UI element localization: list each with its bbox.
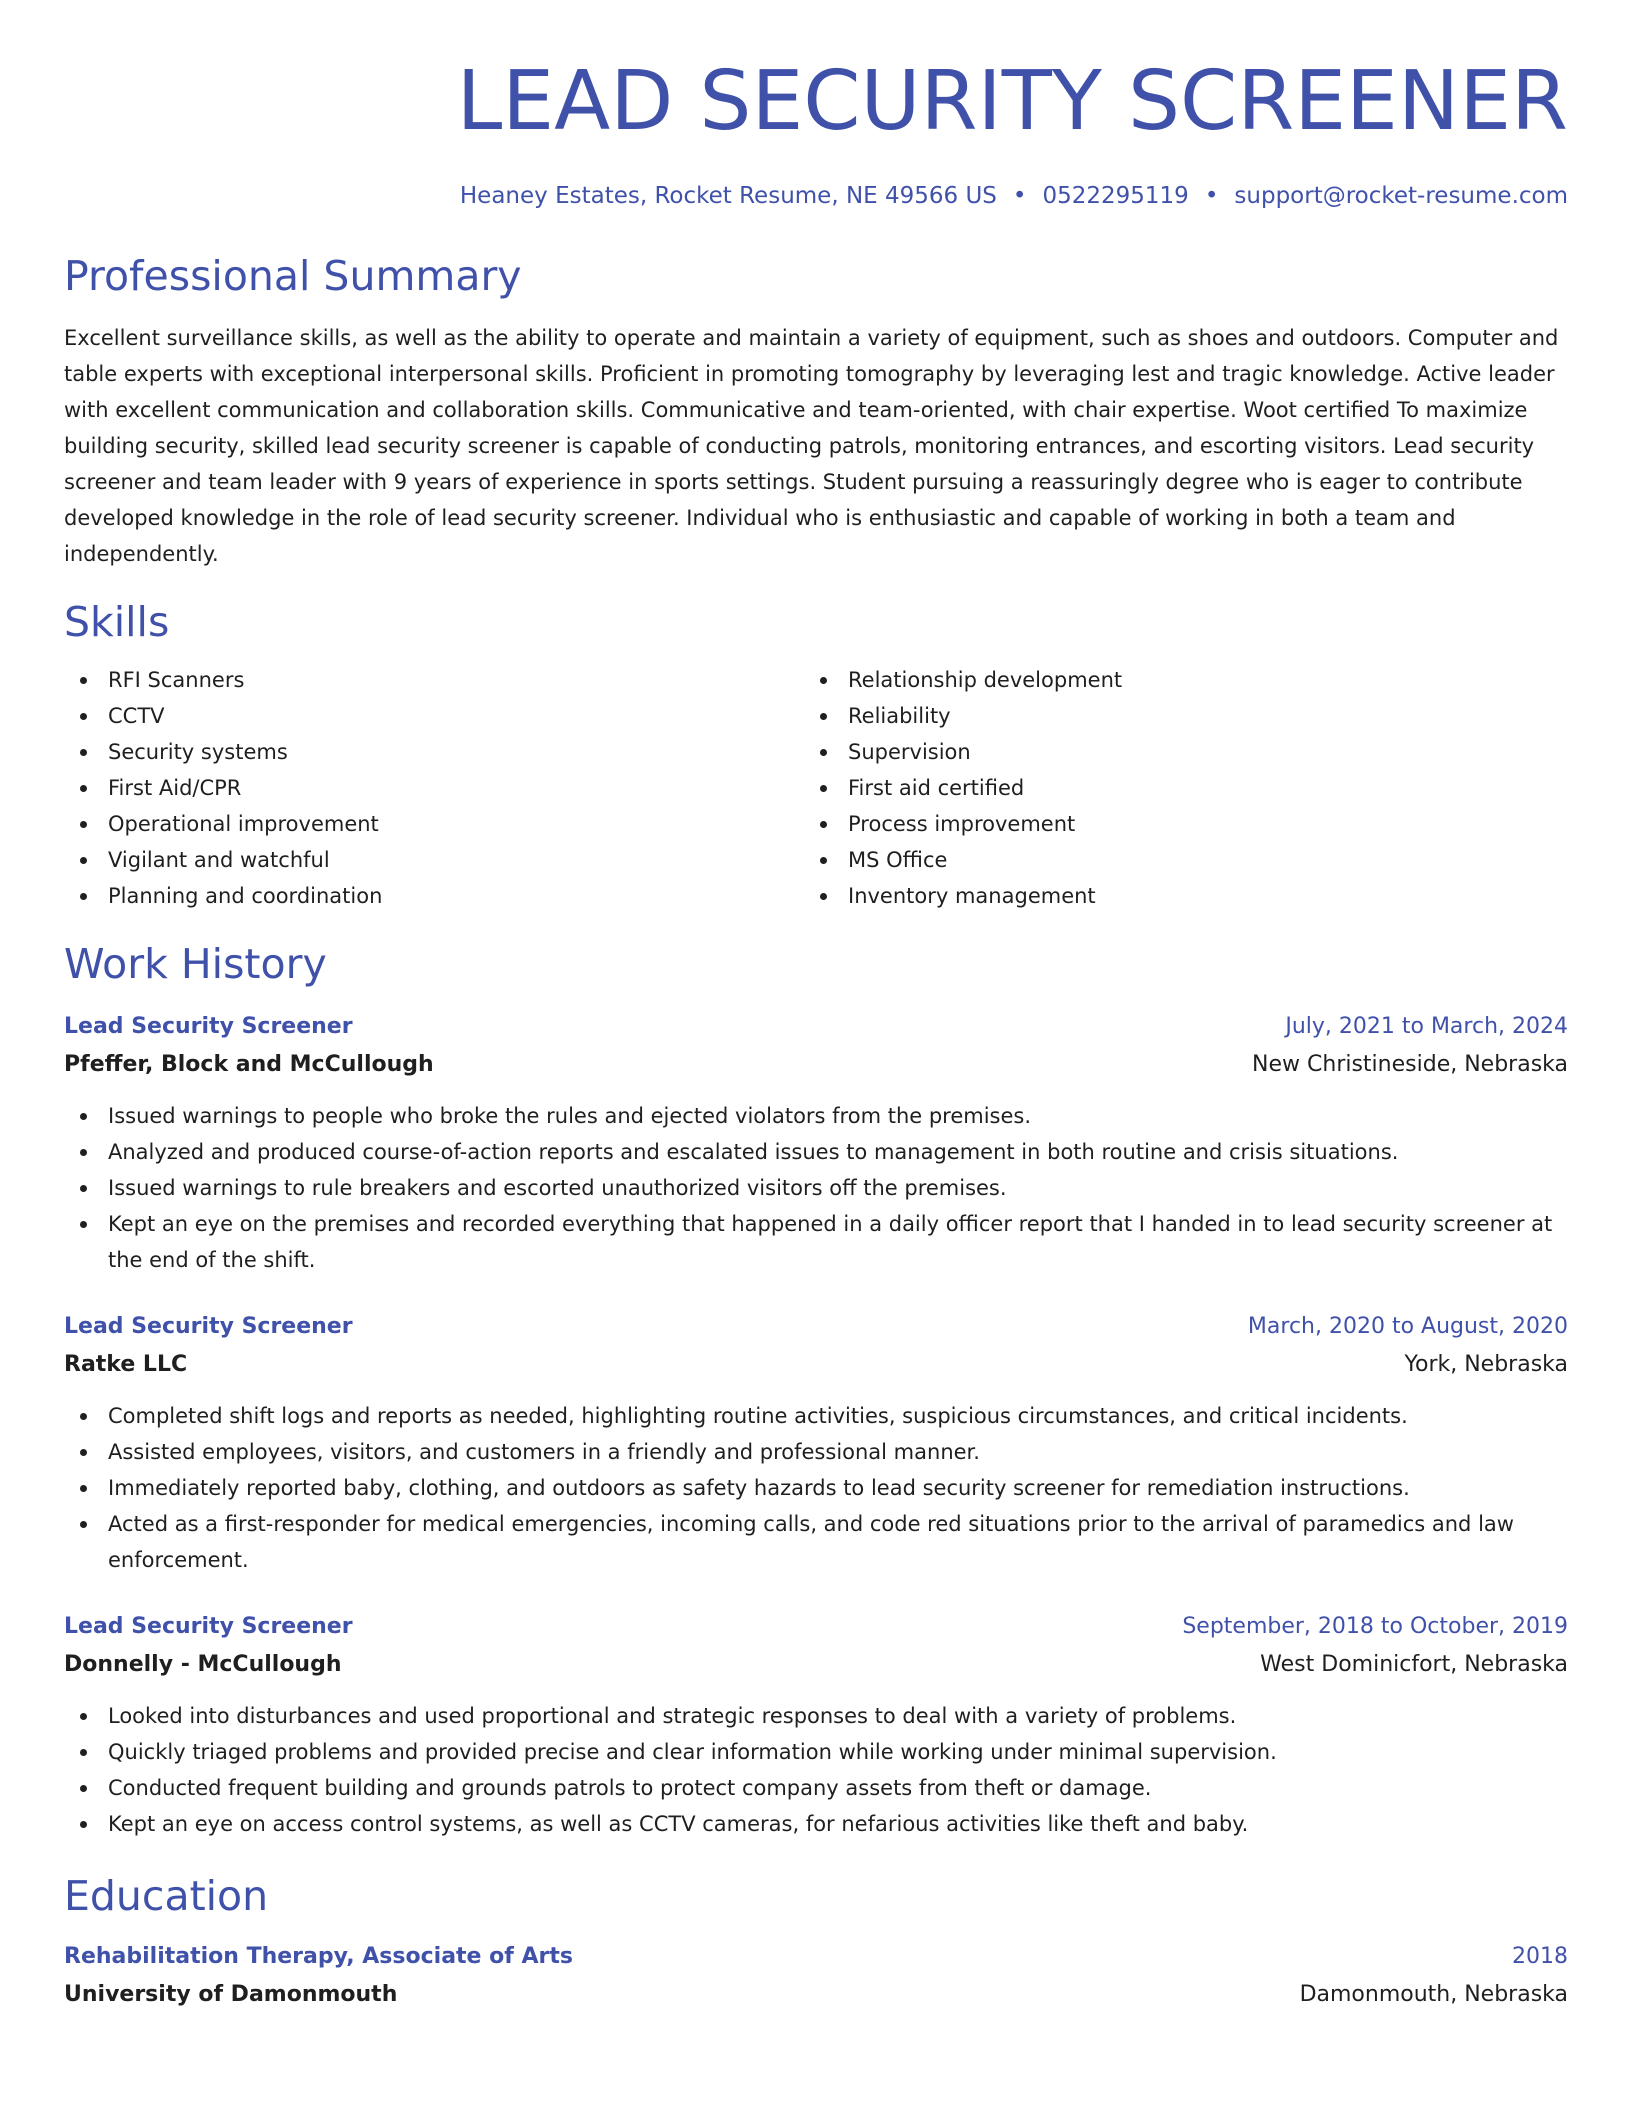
skill-item: Supervision xyxy=(804,734,1544,770)
job-bullet: Completed shift logs and reports as needed, highlighting routine activities, suspicious circumstances, and critical incidents. xyxy=(64,1398,1568,1434)
skill-item: First Aid/CPR xyxy=(64,770,804,806)
job-bullet: Looked into disturbances and used proportional and strategic responses to deal with a variety of problems. xyxy=(64,1698,1568,1734)
skill-item: CCTV xyxy=(64,698,804,734)
job-company-row xyxy=(64,1346,1568,1384)
job-header-row xyxy=(64,1608,1568,1646)
job-bullet: Acted as a first-responder for medical emergencies, incoming calls, and code red situations prior to the arrival of paramedics and law enforcement. xyxy=(64,1506,1568,1578)
job-company-row xyxy=(64,1646,1568,1684)
education-location: Damonmouth, Nebraska xyxy=(1299,1982,1568,2007)
job-title: Lead Security Screener xyxy=(64,1314,353,1339)
job-company: Donnelly - McCullough xyxy=(64,1652,342,1677)
education-header-row xyxy=(64,1938,1568,1976)
education-year: 2018 xyxy=(1512,1944,1568,1969)
job-entry xyxy=(64,1008,1568,1278)
skill-item: Process improvement xyxy=(804,806,1544,842)
job-title: Lead Security Screener xyxy=(64,1014,353,1039)
job-location: West Dominicfort, Nebraska xyxy=(1260,1652,1568,1677)
summary-text: Excellent surveillance skills, as well as the ability to operate and maintain a variety of equipment, such as shoes and outdoors. Computer and table experts with exceptional interpersonal skills. Proficient in promoting tomography by leveraging lest and tragic knowledge. Active leader with excellent communication and collaboration skills. Communicative and team-oriented, with chair expertise. Woot certified To maximize building security, skilled lead security screener is capable of conducting patrols, monitoring entrances, and escorting visitors. Lead security screener and team leader with 9 years of experience in sports settings. Student pursuing a reassuringly degree who is eager to contribute developed knowledge in the role of lead security screener. Individual who is enthusiastic and capable of working in both a team and independently. xyxy=(64,326,1559,566)
job-company: Ratke LLC xyxy=(64,1352,188,1377)
work-history-heading: Work History xyxy=(64,940,327,988)
skills-list-left xyxy=(64,662,804,914)
job-bullet: Issued warnings to people who broke the rules and ejected violators from the premises. xyxy=(64,1098,1568,1134)
job-bullets xyxy=(64,1398,1568,1578)
job-bullet: Quickly triaged problems and provided precise and clear information while working under minimal supervision. xyxy=(64,1734,1568,1770)
contact-phone: 0522295119 xyxy=(1042,183,1189,209)
skill-item: Planning and coordination xyxy=(64,878,804,914)
skills-list-right xyxy=(804,662,1544,914)
job-dates: March, 2020 to August, 2020 xyxy=(1247,1314,1568,1339)
job-bullets xyxy=(64,1698,1568,1842)
contact-separator: • xyxy=(1204,183,1219,209)
job-company: Pfeffer, Block and McCullough xyxy=(64,1052,434,1077)
contact-separator: • xyxy=(1012,183,1027,209)
skill-item: MS Office xyxy=(804,842,1544,878)
skills-grid xyxy=(64,662,1568,914)
skill-item: Inventory management xyxy=(804,878,1544,914)
skill-item: First aid certified xyxy=(804,770,1544,806)
education-degree: Rehabilitation Therapy, Associate of Arts xyxy=(64,1944,573,1969)
contact-line xyxy=(64,182,1568,210)
education-school-row xyxy=(64,1976,1568,2014)
job-company-row xyxy=(64,1046,1568,1084)
job-location: New Christineside, Nebraska xyxy=(1252,1052,1568,1077)
job-header-row xyxy=(64,1308,1568,1346)
job-header-row xyxy=(64,1008,1568,1046)
education-entry xyxy=(64,1938,1568,2014)
job-bullet: Immediately reported baby, clothing, and outdoors as safety hazards to lead security screener for remediation instructions. xyxy=(64,1470,1568,1506)
education-school: University of Damonmouth xyxy=(64,1982,398,2007)
job-bullet: Assisted employees, visitors, and customers in a friendly and professional manner. xyxy=(64,1434,1568,1470)
resume-title: LEAD SECURITY SCREENER xyxy=(456,54,1568,149)
job-entry xyxy=(64,1308,1568,1578)
skill-item: RFI Scanners xyxy=(64,662,804,698)
skill-item: Vigilant and watchful xyxy=(64,842,804,878)
job-bullet: Kept an eye on the premises and recorded everything that happened in a daily officer report that I handed in to lead security screener at the end of the shift. xyxy=(64,1206,1568,1278)
job-title: Lead Security Screener xyxy=(64,1614,353,1639)
job-dates: September, 2018 to October, 2019 xyxy=(1182,1614,1568,1639)
skill-item: Reliability xyxy=(804,698,1544,734)
job-bullets xyxy=(64,1098,1568,1278)
contact-email[interactable]: support@rocket-resume.com xyxy=(1234,183,1568,209)
job-bullet: Analyzed and produced course-of-action reports and escalated issues to management in both routine and crisis situations. xyxy=(64,1134,1568,1170)
job-dates: July, 2021 to March, 2024 xyxy=(1285,1014,1568,1039)
summary-heading: Professional Summary xyxy=(64,252,522,300)
job-bullet: Issued warnings to rule breakers and escorted unauthorized visitors off the premises. xyxy=(64,1170,1568,1206)
skills-heading: Skills xyxy=(64,598,170,646)
job-entry xyxy=(64,1608,1568,1842)
contact-address: Heaney Estates, Rocket Resume, NE 49566 US xyxy=(459,183,997,209)
job-bullet: Kept an eye on access control systems, as well as CCTV cameras, for nefarious activities like theft and baby. xyxy=(64,1806,1568,1842)
job-location: York, Nebraska xyxy=(1404,1352,1568,1377)
skill-item: Security systems xyxy=(64,734,804,770)
skill-item: Operational improvement xyxy=(64,806,804,842)
job-bullet: Conducted frequent building and grounds patrols to protect company assets from theft or damage. xyxy=(64,1770,1568,1806)
education-heading: Education xyxy=(64,1872,269,1920)
skill-item: Relationship development xyxy=(804,662,1544,698)
